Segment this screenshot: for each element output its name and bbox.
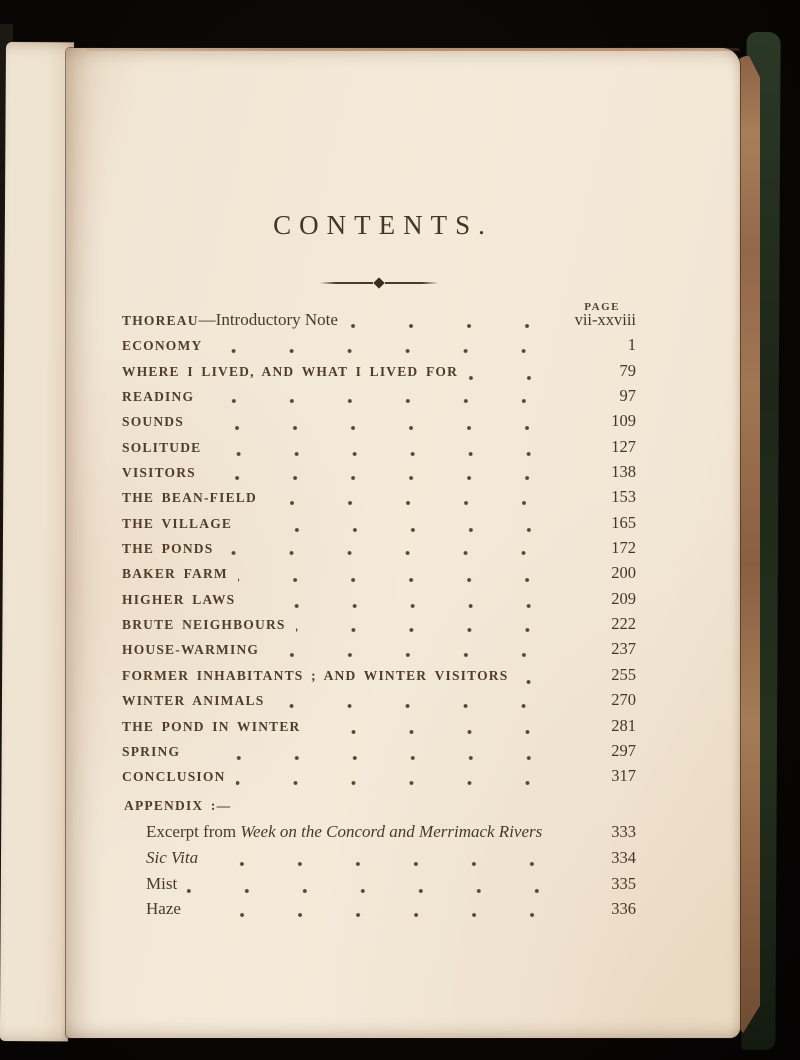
- toc-entry: [122, 437, 636, 462]
- toc-entry: [122, 665, 636, 690]
- appendix-heading: APPENDIX :—: [124, 798, 232, 813]
- contents-page: [66, 48, 740, 1038]
- toc-entry-page: 209: [611, 588, 636, 608]
- toc-entry-page: 336: [611, 899, 636, 919]
- toc-entry-label: WINTER ANIMALS: [122, 693, 265, 709]
- toc-entry-label: ECONOMY: [122, 338, 203, 354]
- page-column-header: PAGE: [584, 301, 620, 313]
- toc-entry-label: THE BEAN-FIELD: [122, 490, 257, 506]
- toc-entry-page: 165: [611, 512, 636, 532]
- leader-dots: [269, 649, 558, 665]
- toc-entry: [122, 766, 636, 791]
- toc-list: [122, 310, 636, 792]
- toc-entry-label: FORMER INHABITANTS ; AND WINTER VISITORS: [122, 667, 509, 683]
- toc-entry-page: 79: [619, 360, 636, 380]
- toc-entry-label: CONCLUSION: [122, 769, 226, 785]
- toc-entry-page: 335: [611, 873, 636, 893]
- toc-entry-page: 222: [611, 614, 636, 634]
- leader-dots: [194, 421, 558, 437]
- toc-entry-page: 1: [627, 335, 636, 355]
- divider-ornament: [122, 279, 636, 287]
- leader-dots: [187, 883, 566, 899]
- diamond-icon: [373, 277, 384, 288]
- toc-entry: [146, 822, 636, 848]
- leader-dots: [208, 858, 566, 874]
- left-page: [0, 42, 74, 1041]
- toc-entry-label: VISITORS: [122, 465, 196, 481]
- toc-entry-page: 200: [611, 563, 636, 583]
- toc-entry-page: 270: [611, 690, 636, 710]
- toc-entry-page: 334: [611, 847, 636, 867]
- toc-entry-label: BAKER FARM: [122, 566, 228, 582]
- toc-entry-label: Mist: [146, 873, 178, 893]
- toc-entry-page: 172: [611, 538, 636, 558]
- leader-dots: [238, 573, 558, 589]
- toc-entry: [122, 614, 636, 639]
- leader-dots: [212, 345, 558, 361]
- toc-entry-page: 138: [611, 462, 636, 482]
- toc-entry: [146, 848, 636, 874]
- leader-dots: [236, 776, 558, 792]
- leader-dots: [552, 832, 566, 848]
- toc-entry-label: HOUSE-WARMING: [122, 642, 260, 658]
- leader-dots: [311, 725, 558, 741]
- page-content: [122, 48, 636, 1038]
- toc-entry-label: WHERE I LIVED, AND WHAT I LIVED FOR: [122, 363, 459, 379]
- toc-entry: [122, 462, 636, 487]
- toc-entry-label: SOUNDS: [122, 414, 184, 430]
- leader-dots: [211, 446, 558, 462]
- toc-entry-page: 281: [611, 715, 636, 735]
- toc-entry-label: READING: [122, 389, 195, 405]
- toc-entry-label: SOLITUDE: [122, 439, 202, 455]
- toc-entry-page: 297: [611, 740, 636, 760]
- toc-entry-page: 109: [611, 411, 636, 431]
- toc-entry-label: THE PONDS: [122, 541, 214, 557]
- divider-line-left: [320, 282, 373, 284]
- toc-entry: [122, 361, 636, 386]
- toc-entry-label: THE POND IN WINTER: [122, 718, 301, 734]
- toc-entry-label: THOREAU—Introductory Note: [122, 310, 338, 329]
- leader-dots: [518, 674, 558, 690]
- toc-entry: [122, 690, 636, 715]
- leader-dots: [242, 522, 558, 538]
- divider-line-right: [385, 282, 438, 284]
- toc-entry-label: Excerpt from Week on the Concord and Merrimack Rivers: [146, 822, 543, 841]
- toc-entry: [122, 538, 636, 563]
- toc-entry: [122, 563, 636, 588]
- toc-entry-page: vii-xxviii: [574, 310, 636, 329]
- toc-entry: [122, 639, 636, 664]
- toc-entry: [122, 411, 636, 436]
- leader-dots: [468, 370, 558, 386]
- toc-entry-page: 127: [611, 436, 636, 456]
- leader-dots: [191, 909, 566, 925]
- toc-entry: [122, 716, 636, 741]
- toc-entry-label: Haze: [146, 899, 181, 919]
- toc-entry: [122, 310, 636, 335]
- toc-entry-page: 333: [611, 822, 636, 841]
- leader-dots: [204, 395, 558, 411]
- toc-entry-label: Sic Vita: [146, 847, 199, 867]
- toc-entry-label: THE VILLAGE: [122, 515, 233, 531]
- toc-entry: [122, 741, 636, 766]
- toc-entry-page: 317: [611, 766, 636, 786]
- toc-entry: [122, 335, 636, 360]
- leader-dots: [267, 497, 558, 513]
- appendix-list: [146, 822, 636, 925]
- page-title: CONTENTS.: [273, 210, 493, 240]
- toc-entry: [122, 487, 636, 512]
- leader-dots: [296, 623, 558, 639]
- toc-entry-page: 255: [611, 664, 636, 684]
- toc-entry-label: SPRING: [122, 743, 181, 759]
- toc-entry: [122, 589, 636, 614]
- leader-dots: [190, 750, 558, 766]
- leader-dots: [206, 471, 558, 487]
- toc-entry: [122, 513, 636, 538]
- leader-dots: [223, 547, 558, 563]
- leader-dots: [245, 598, 558, 614]
- toc-entry-page: 153: [611, 487, 636, 507]
- toc-entry: [146, 899, 636, 925]
- leader-dots: [274, 700, 558, 716]
- leader-dots: [348, 319, 558, 335]
- toc-entry-label: BRUTE NEIGHBOURS: [122, 617, 286, 633]
- toc-entry: [122, 386, 636, 411]
- toc-entry-page: 237: [611, 639, 636, 659]
- toc-entry-label: HIGHER LAWS: [122, 591, 236, 607]
- toc-entry-page: 97: [619, 386, 636, 406]
- toc-entry: [146, 874, 636, 900]
